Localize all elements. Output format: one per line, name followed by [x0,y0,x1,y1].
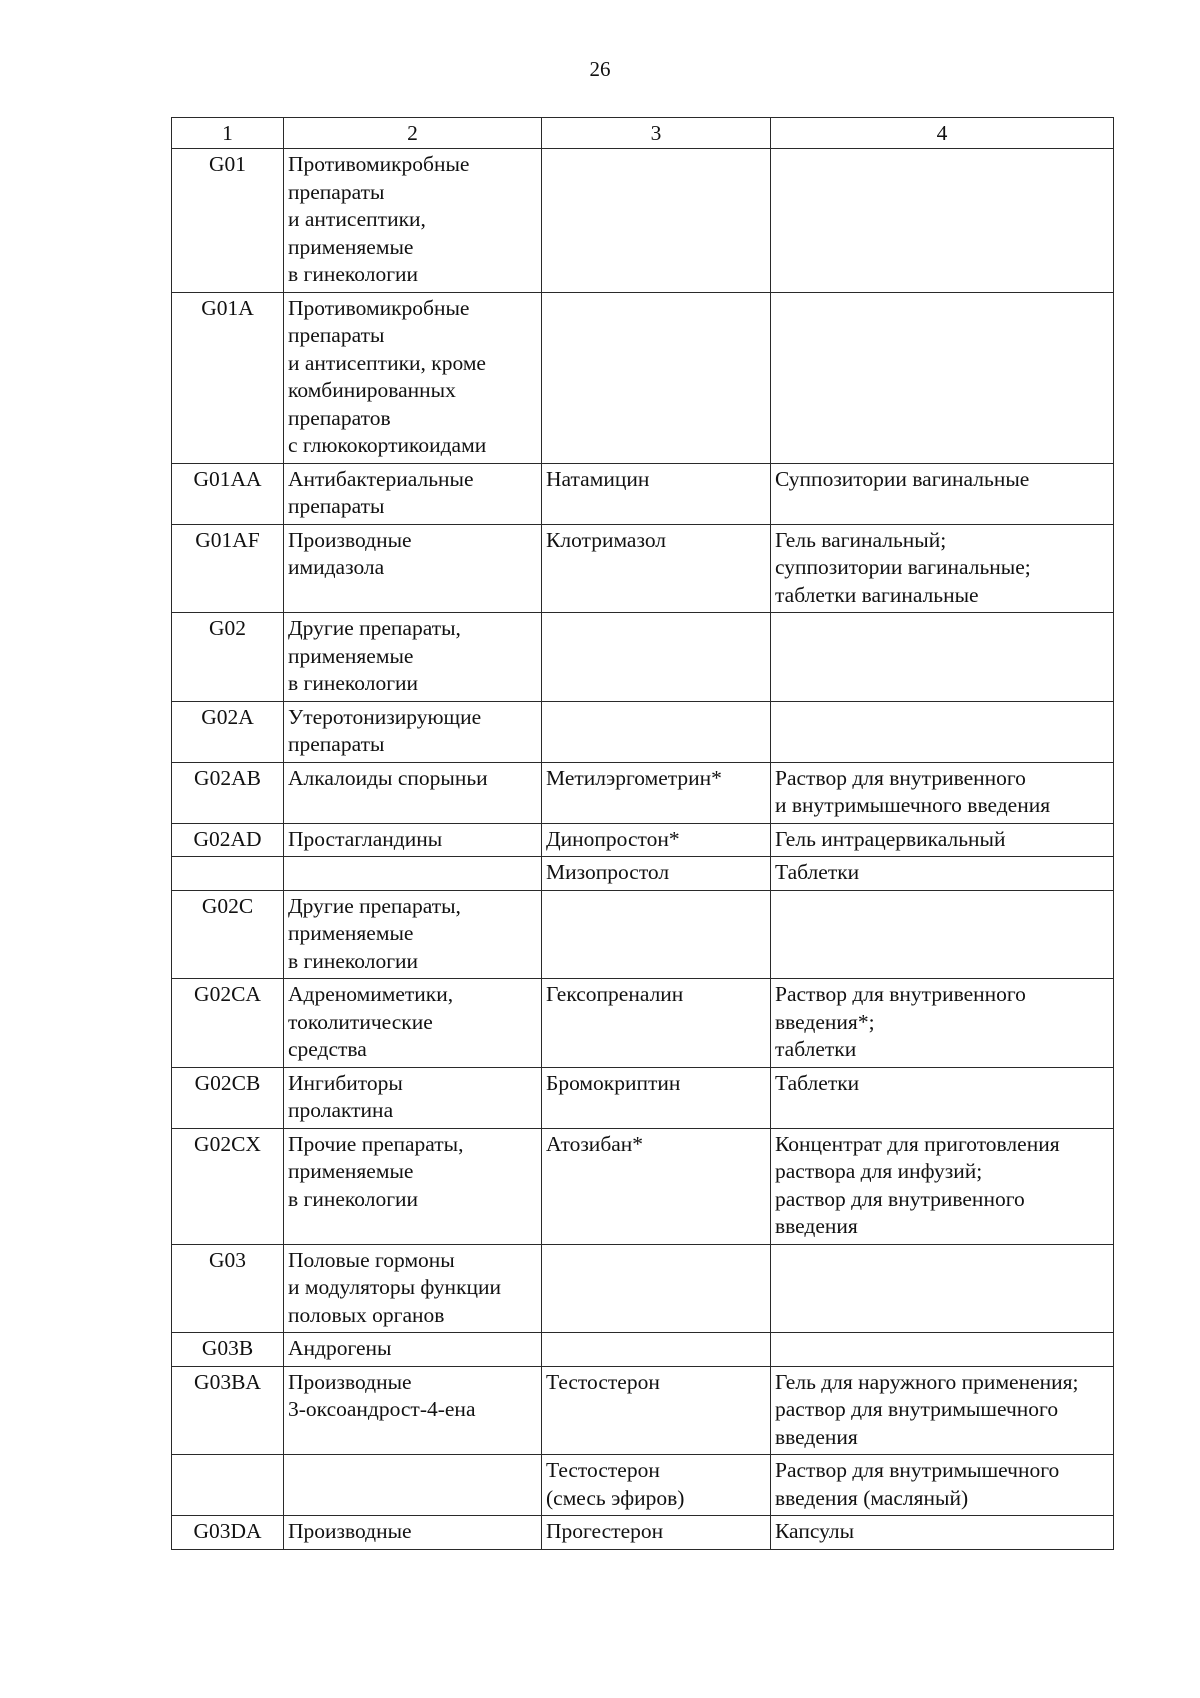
code-cell: G02AD [172,823,284,857]
code-cell: G02 [172,613,284,702]
drug-name-cell: Прогестерон [542,1516,771,1550]
dosage-form-cell [771,890,1114,979]
group-name-cell: Половые гормоны и модуляторы функции половых органов [284,1244,542,1333]
drug-name-cell: Клотримазол [542,524,771,613]
table-row [172,701,1114,762]
drug-name-cell: Метилэргометрин* [542,762,771,823]
drug-name-cell [542,1333,771,1367]
table-row [172,1516,1114,1550]
table-row [172,149,1114,293]
table-row [172,823,1114,857]
group-name-cell: Ингибиторы пролактина [284,1067,542,1128]
dosage-form-cell: Раствор для внутривенного и внутримышечного введения [771,762,1114,823]
dosage-form-cell: Раствор для внутривенного введения*; таблетки [771,979,1114,1068]
code-cell: G01AA [172,463,284,524]
drug-name-cell: Бромокриптин [542,1067,771,1128]
code-cell: G02CX [172,1128,284,1244]
code-cell: G03B [172,1333,284,1367]
table-row [172,890,1114,979]
dosage-form-cell: Гель вагинальный; суппозитории вагинальные; таблетки вагинальные [771,524,1114,613]
page-number: 26 [589,57,611,81]
column-header-2: 2 [284,118,542,149]
code-cell: G02CA [172,979,284,1068]
group-name-cell: Другие препараты, применяемые в гинекологии [284,890,542,979]
dosage-form-cell: Таблетки [771,857,1114,891]
code-cell: G01A [172,292,284,463]
table-row [172,1244,1114,1333]
table-body [172,149,1114,1550]
group-name-cell: Утеротонизирующие препараты [284,701,542,762]
group-name-cell [284,857,542,891]
table-row [172,1128,1114,1244]
dosage-form-cell [771,613,1114,702]
drug-name-cell [542,149,771,293]
drug-name-cell: Динопростон* [542,823,771,857]
code-cell: G01 [172,149,284,293]
code-cell: G01AF [172,524,284,613]
drug-name-cell [542,613,771,702]
table-row [172,979,1114,1068]
dosage-form-cell [771,292,1114,463]
group-name-cell: Производные имидазола [284,524,542,613]
group-name-cell: Алкалоиды спорыньи [284,762,542,823]
group-name-cell: Противомикробные препараты и антисептики, кроме комбинированных препаратов с глюкокортикоидами [284,292,542,463]
dosage-form-cell: Суппозитории вагинальные [771,463,1114,524]
column-header-4: 4 [771,118,1114,149]
table-row [172,1366,1114,1455]
drug-name-cell: Гексопреналин [542,979,771,1068]
dosage-form-cell [771,149,1114,293]
group-name-cell: Адреномиметики, токолитические средства [284,979,542,1068]
dosage-form-cell: Гель интрацервикальный [771,823,1114,857]
dosage-form-cell [771,1244,1114,1333]
dosage-form-cell: Раствор для внутримышечного введения (масляный) [771,1455,1114,1516]
drug-name-cell [542,1244,771,1333]
group-name-cell: Антибактериальные препараты [284,463,542,524]
table-row [172,524,1114,613]
code-cell: G03 [172,1244,284,1333]
table-row [172,857,1114,891]
drug-name-cell: Мизопростол [542,857,771,891]
drug-name-cell [542,890,771,979]
code-cell: G02A [172,701,284,762]
code-cell: G02CB [172,1067,284,1128]
drug-name-cell: Атозибан* [542,1128,771,1244]
group-name-cell: Производные 3-оксоандрост-4-ена [284,1366,542,1455]
table-row [172,762,1114,823]
drug-name-cell [542,292,771,463]
dosage-form-cell: Гель для наружного применения; раствор для внутримышечного введения [771,1366,1114,1455]
table-row [172,463,1114,524]
table-row [172,1333,1114,1367]
group-name-cell: Противомикробные препараты и антисептики, применяемые в гинекологии [284,149,542,293]
drug-name-cell: Тестостерон [542,1366,771,1455]
drug-name-cell [542,701,771,762]
group-name-cell: Прочие препараты, применяемые в гинекологии [284,1128,542,1244]
group-name-cell: Производные [284,1516,542,1550]
code-cell [172,857,284,891]
table-row [172,613,1114,702]
table-row [172,292,1114,463]
group-name-cell: Простагландины [284,823,542,857]
dosage-form-cell [771,1333,1114,1367]
code-cell: G03BA [172,1366,284,1455]
drug-classification-table [171,117,1114,1550]
code-cell: G02C [172,890,284,979]
code-cell [172,1455,284,1516]
group-name-cell: Андрогены [284,1333,542,1367]
dosage-form-cell: Таблетки [771,1067,1114,1128]
column-header-1: 1 [172,118,284,149]
table-row [172,1455,1114,1516]
group-name-cell [284,1455,542,1516]
table-header [172,118,1114,149]
dosage-form-cell [771,701,1114,762]
dosage-form-cell: Концентрат для приготовления раствора для инфузий; раствор для внутривенного введения [771,1128,1114,1244]
drug-name-cell: Тестостерон (смесь эфиров) [542,1455,771,1516]
group-name-cell: Другие препараты, применяемые в гинекологии [284,613,542,702]
drug-name-cell: Натамицин [542,463,771,524]
table-row [172,1067,1114,1128]
dosage-form-cell: Капсулы [771,1516,1114,1550]
code-cell: G02AB [172,762,284,823]
column-header-3: 3 [542,118,771,149]
code-cell: G03DA [172,1516,284,1550]
header-row [172,118,1114,149]
